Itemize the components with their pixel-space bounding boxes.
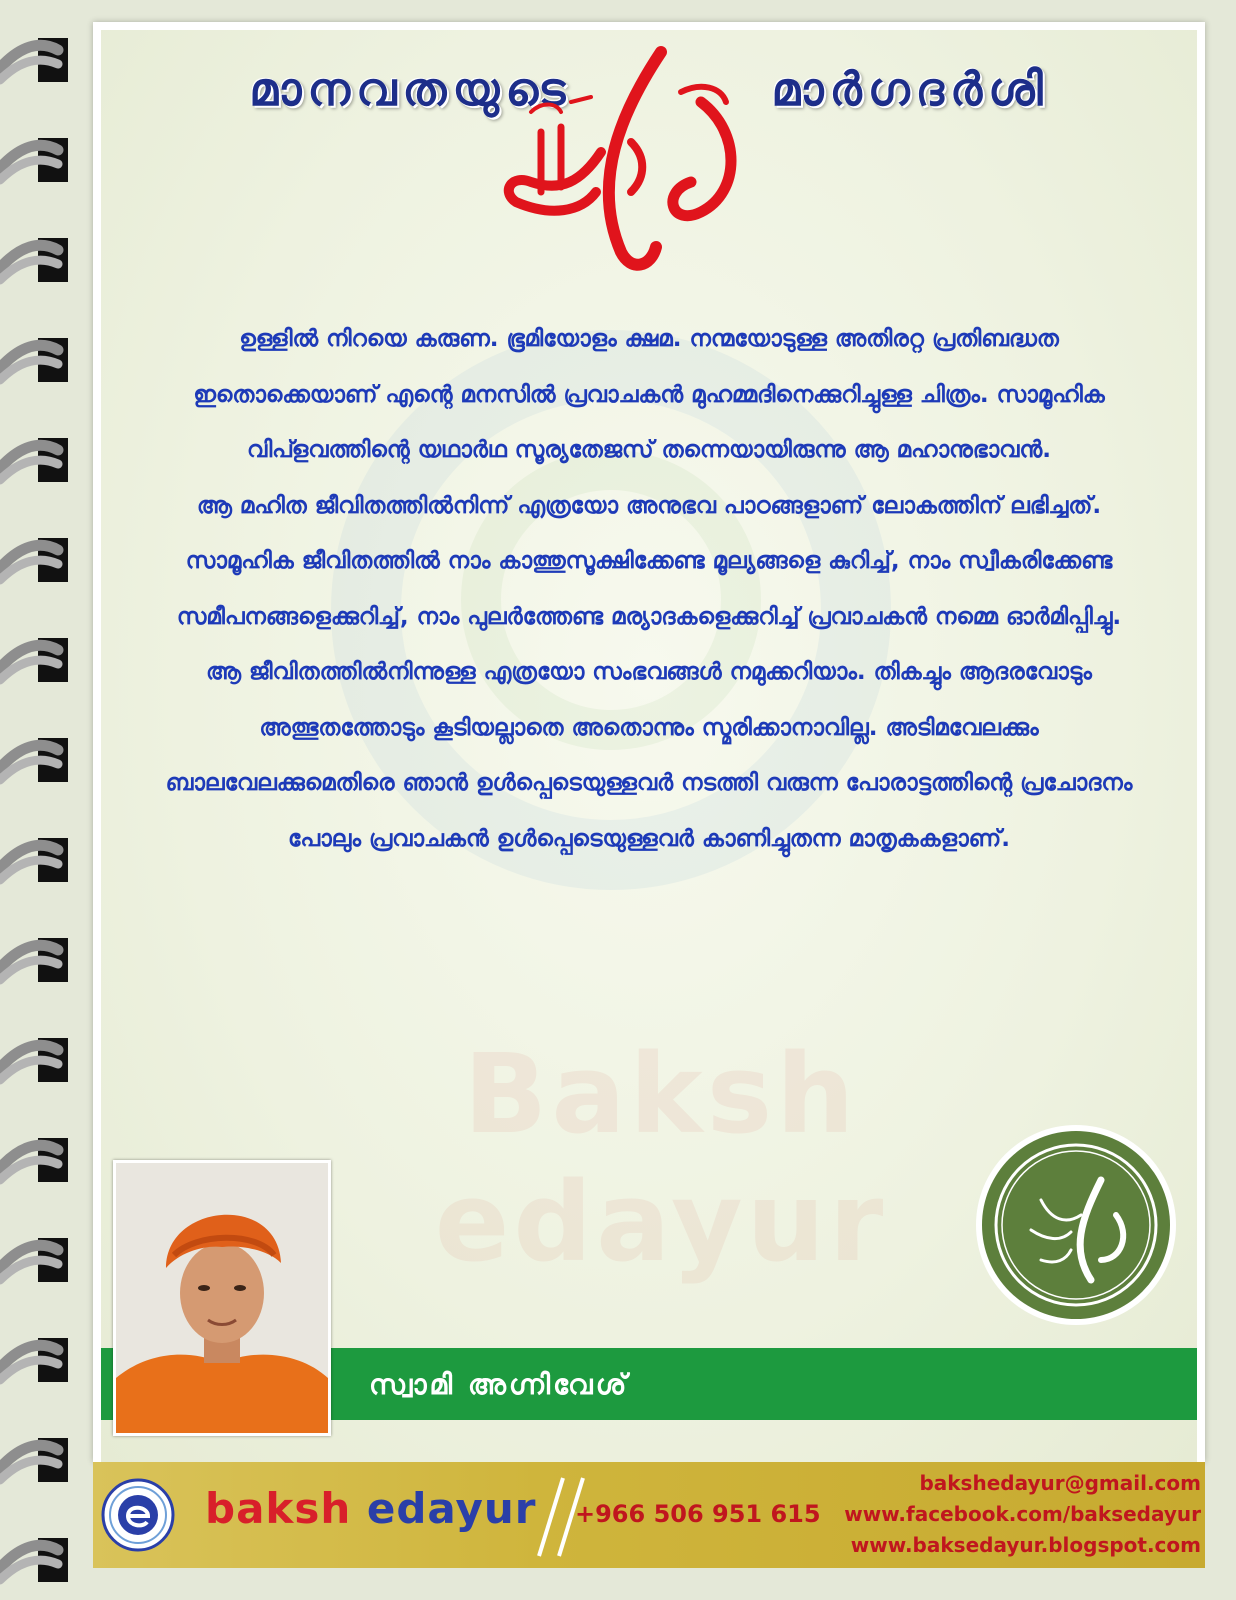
watermark-text: Baksh edayur xyxy=(434,1030,888,1286)
paragraph-3: ആ ജീവിതത്തിൽനിന്നുള്ള എത്രയോ സംഭവങ്ങൾ നമുക്കറിയാം. തികച്ചും ആദരവോടും അത്ഭുതത്തോടും കൂടിയല്ലാതെ അതൊന്നും സ്മരിക്കാനാവില്ല. അടിമവേലക്കും ബാലവേലക്കുമെതിരെ ഞാൻ ഉൾപ്പെടെയുള്ളവർ നടത്തി വരുന്ന പോരാട്ടത്തിന്റെ പ്രചോദനം പോലും പ്രവാചകൻ ഉൾപ്പെടെയുള്ളവർ കാണിച്ചുതന്ന മാതൃകകളാണ്. xyxy=(165,659,1133,852)
author-photo xyxy=(113,1160,331,1436)
contact-blog: www.baksedayur.blogspot.com xyxy=(850,1533,1201,1557)
author-name: സ്വാമി അഗ്നിവേശ് xyxy=(369,1368,630,1401)
contact-email: bakshedayur@gmail.com xyxy=(919,1471,1201,1495)
phone-number: +966 506 951 615 xyxy=(575,1500,821,1528)
article-body xyxy=(151,312,1147,867)
paragraph-2: ആ മഹിത ജീവിതത്തിൽനിന്ന് എത്രയോ അനുഭവ പാഠങ്ങളാണ് ലോകത്തിന് ലഭിച്ചത്. സാമൂഹിക ജീവിതത്തിൽ നാം കാത്തുസൂക്ഷിക്കേണ്ട മൂല്യങ്ങളെ കുറിച്ച്, നാം സ്വീകരിക്കേണ്ട സമീപനങ്ങളെക്കുറിച്ച്, നാം പുലർത്തേണ്ട മര്യാദകളെക്കുറിച്ച് പ്രവാചകൻ നമ്മെ ഓർമിപ്പിച്ചു. xyxy=(176,492,1122,630)
arabic-calligraphy-icon xyxy=(471,42,771,282)
contact-list xyxy=(811,1468,1201,1561)
brand-part-1: baksh xyxy=(205,1484,352,1533)
contact-facebook: www.facebook.com/baksedayur xyxy=(844,1502,1201,1526)
baksh-logo-icon xyxy=(101,1478,175,1552)
paragraph-1: ഉള്ളിൽ നിറയെ കരുണ. ഭൂമിയോളം ക്ഷമ. നന്മയോടുള്ള അതിരറ്റ പ്രതിബദ്ധത ഇതൊക്കെയാണ് എന്റെ മനസിൽ പ്രവാചകൻ മുഹമ്മദിനെക്കുറിച്ചുള്ള ചിത്രം. സാമൂഹിക വിപ്ളവത്തിന്റെ യഥാർഥ സൂര്യതേജസ് തന്നെയായിരുന്നു ആ മഹാനുഭാവൻ. xyxy=(193,326,1105,463)
prophet-seal-icon xyxy=(971,1120,1181,1330)
title-left: മാനവതയുടെ xyxy=(249,62,572,116)
title-right: മാർഗദർശി xyxy=(771,62,1049,116)
spiral-binding-icon xyxy=(0,0,80,1600)
brand-name xyxy=(205,1484,536,1533)
brand-part-2: edayur xyxy=(366,1484,537,1533)
footer-bar xyxy=(93,1462,1205,1568)
poster-content xyxy=(101,30,1197,1462)
poster-page xyxy=(93,22,1205,1462)
